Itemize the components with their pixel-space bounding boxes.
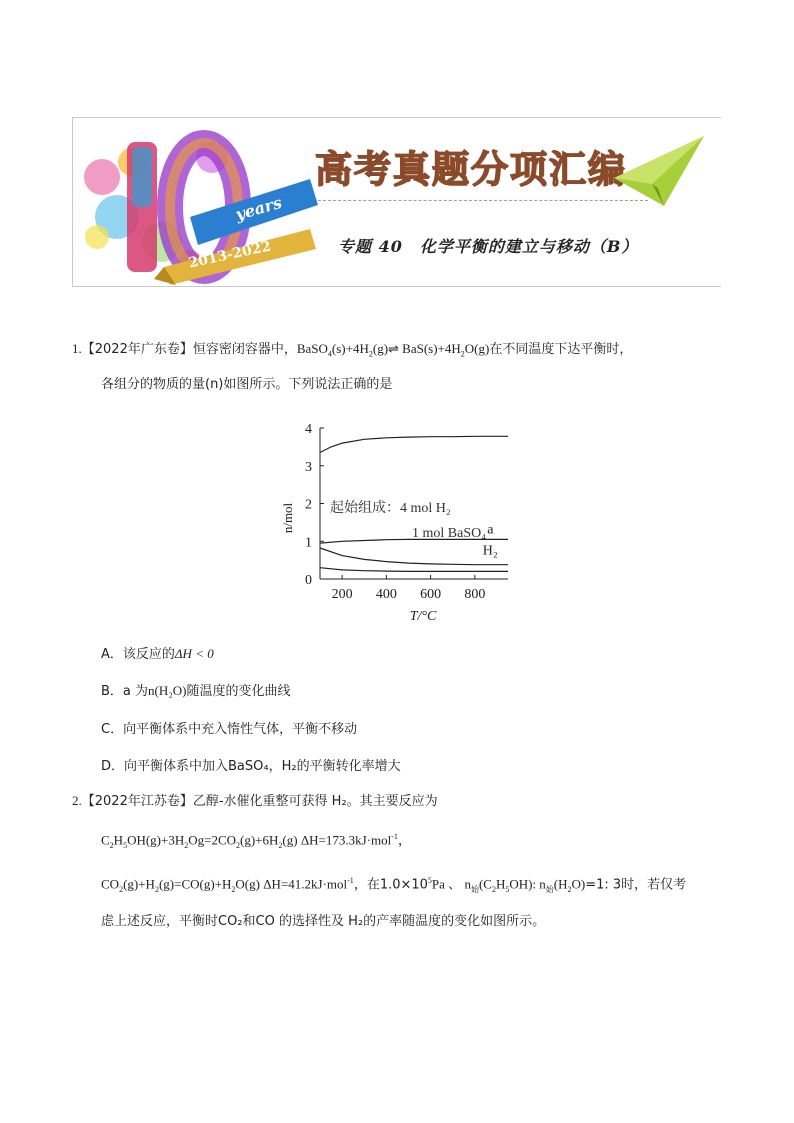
year-range-label: 2013-2022 (187, 238, 273, 272)
equation-1: $C_2H_5OH(g)+3H_2Og=2CO_2(g)+6H_2(g)$ ΔH=173.3kJ·mol$^{-1}$， (101, 832, 411, 850)
header-banner (72, 117, 720, 285)
series-label-h2: H₂ (482, 543, 498, 559)
series-line-3 (320, 548, 508, 565)
x-tick-label: 400 (375, 587, 397, 602)
question-1-line-2: 各组分的物质的量(n)如图所示。下列说法正确的是 (101, 377, 393, 392)
y-axis-label: n/mol (280, 502, 295, 534)
paper-plane-icon (612, 134, 707, 214)
option-d[interactable]: D．向平衡体系中加入BaSO₄，H₂的平衡转化率增大 (101, 759, 401, 774)
series-line-4 (320, 568, 508, 572)
y-tick-label: 0 (305, 573, 312, 588)
banner-title: 高考真题分项汇编 (315, 147, 627, 191)
x-tick-label: 800 (464, 587, 486, 602)
y-tick-label: 1 (305, 535, 312, 551)
x-tick-label: 200 (331, 587, 353, 602)
question-number: 1. (72, 341, 82, 356)
x-axis-label: T/°C (409, 609, 437, 624)
option-a[interactable]: A．该反应的ΔH < 0 (101, 646, 214, 662)
question-1-line-1: 1.【2022年广东卷】恒容密闭容器中，$BaSO_4(s)+4H_2(g)\rightleftharpoons$ $BaS(s)+4H_2O(g)$在不同温度下达平衡时， (72, 341, 633, 359)
y-tick-label: 4 (305, 422, 312, 437)
question-2-line-4: 虑上述反应，平衡时CO₂和CO 的选择性及 H₂的产率随温度的变化如图所示。 (101, 914, 546, 929)
question-source: 【2022年江苏卷】 (81, 794, 193, 809)
years-label: years (233, 192, 284, 225)
option-b[interactable]: B．a 为n(H₂O)随温度的变化曲线 (101, 683, 291, 699)
reaction-equation: $BaSO_4(s)+4H_2(g)\rightleftharpoons$ $BaS(s)+4H_2O(g)$ (296, 341, 490, 359)
x-tick-label: 600 (420, 587, 442, 602)
series-line-1 (320, 436, 508, 452)
annotation-line-2: 1 mol BaSO₄ (412, 526, 487, 541)
equilibrium-chart (278, 418, 528, 630)
question-source: 【2022年广东卷】 (81, 342, 193, 357)
annotation-line-1: 起始组成：4 mol H₂ (330, 501, 451, 516)
series-line-2 (320, 539, 508, 543)
topic-subtitle: 专题 40 化学平衡的建立与移动（B） (338, 237, 639, 256)
option-c[interactable]: C．向平衡体系中充入惰性气体，平衡不移动 (101, 722, 358, 737)
y-tick-label: 2 (305, 497, 312, 513)
banner-divider (318, 200, 648, 201)
series-label-a: a (487, 522, 494, 538)
y-tick-label: 3 (305, 459, 312, 475)
question-number: 2. (72, 793, 82, 808)
question-2-line-1: 2.【2022年江苏卷】乙醇-水催化重整可获得 H₂。其主要反应为 (72, 793, 438, 809)
equation-2: $CO_2(g)+H_2(g)=CO(g)+H_2O(g)$ ΔH=41.2kJ·mol$^{-1}$，在$1.0\times 10^5Pa$ 、 $n_始(C_2H_5OH)$: $n_始(H_2O)=1$: 3时，若仅考 (101, 876, 687, 894)
